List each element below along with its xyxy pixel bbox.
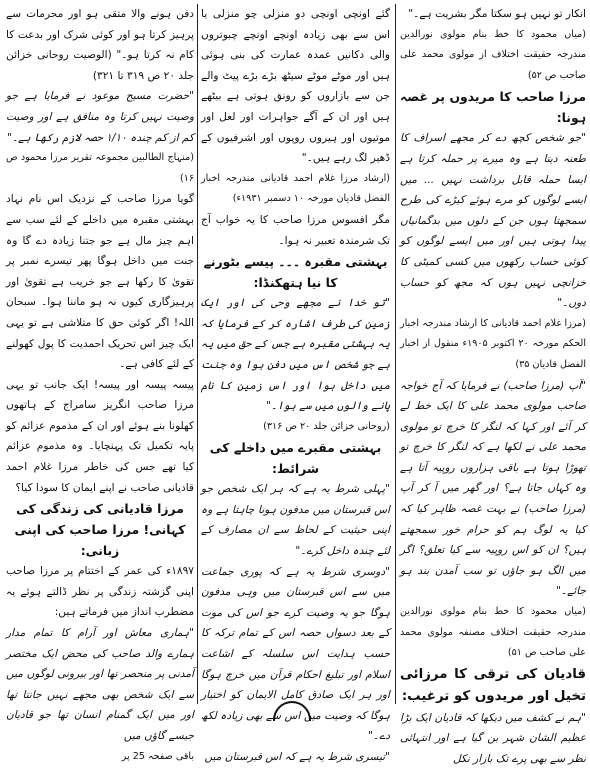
citation: (مرزا غلام احمد قادیانی کا ارشاد مندرجہ اخبار الحکم مورخہ ۲۰ اکتوبر ۱۹۰۵ء منقول از اخبار الفضل قادیان ۳۵) [400, 317, 586, 370]
citation: (ارشاد مرزا غلام احمد قادیانی مندرجہ اخبار الفضل قادیان مورخہ ۱۰ دسمبر ۱۹۳۱ء) [201, 172, 390, 205]
section-heading: مرزا صاحب کا مریدوں پر غصہ ہونا: [400, 89, 586, 126]
paragraph: گویا مرزا صاحب کے نزدیک اس نام نہاد بہشتی مقبرہ میں داخلے کے لئے سب سے اہم چیز مال ہے جو جتنا زیادہ دے گا وہ جنت میں داخل ہوگا پھر تیسرے نمبر پر تقویٰ کا رکھا ہے جو خریب ہے تقویٰ اور پرہیزگاری کیوں نہ ہو ماننا ہوا۔ سبحان اللہ! اگر کوئی حق کا متلاشی ہے تو یہی ایک چیز اس تحریک احمدیت کا پول کھولنے کے لئے کافی ہے۔ [6, 193, 194, 371]
quote-paragraph: "دوسری شرط یہ ہے کہ پوری جماعت میں سے اس قبرستان میں وہی مدفون ہوگا جو یہ وصیت کرے جو اس کی موت کے بعد دسواں حصہ اس کے تمام ترکہ کا حسب ہدایت اس سلسلہ کے اشاعت اسلام اور تبلیغ احکام قرآن میں خرچ ہوگا اور ہر ایک صادق کامل الایمان کو اختیار ہوگا کہ وصیت میں اس سے بھی زیادہ لکھ دے۔" [201, 565, 390, 743]
citation: (منہاج الطالبین مجموعہ تقریر مرزا محمود ص ۱۶) [6, 152, 194, 184]
page-continuation-note: باقی صفحہ 25 پر [121, 750, 194, 762]
column-left [6, 4, 194, 762]
quote-paragraph: "پہلی شرط یہ ہے کہ ہر ایک شخص جو اس قبرستان میں مدفون ہونا چاہتا ہے وہ اپنی حیثیت کے لحاظ سے ان مصارف کے لئے چندہ داخل کرے۔" [201, 483, 390, 558]
column-right [400, 4, 586, 765]
paragraph: مگر افسوس مرزا صاحب کا یہ خواب آج تک شرمندہ تعبیر نہ ہوا۔ [201, 213, 390, 247]
paragraph: پیسہ پیسہ اور پیسہ! ایک جانب تو یہی مرزا صاحب انگریز سامراج کے ہاتھوں کھلونا بنے ہوئے اور ان کے مذموم عزائم کو پایہ تکمیل تک پہنچایا۔ وہ مذموم عزائم کیا تھے جس کی خاطر مرزا غلام احمد قادیانی صاحب نے اپنے ایمان کا سودا کیا؟ [6, 378, 194, 494]
quote-paragraph: "آپ (مرزا صاحب) نے فرمایا کہ آج خواجہ صاحب مولوی محمد علی کا ایک خط لے کر آئے اور کہا کہ لنگر کا خرچ تو مولوی محمد علی نے لکھا ہے کہ لنگر کا خرچ تو تھوڑا ہوتا ہے باقی ہزاروں روپیہ آتا ہے وہ کہاں جاتا ہے؟ اور گھر میں آ کر آپ (مرزا صاحب) نے بہت غصہ ظاہر کیا کہ کیا یہ لوگ ہم کو حرام خور سمجھتے ہیں؟ ان کو اس روپیہ سے کیا تعلق؟ اگر میں الگ ہو جاؤں تو سب آمدن بند ہو جائے۔" [400, 379, 586, 598]
quote-paragraph: "ہم نے کشف میں دیکھا کہ قادیان ایک بڑا عظیم الشان شہر بن گیا ہے اور انتہائی نظر سے بھی پرے تک بازار نکل [400, 711, 586, 765]
paragraph: انکار تو نہیں ہو سکتا مگر بشریت ہے۔" [408, 8, 586, 20]
paragraph: گئے اونچی اونچی دو منزلی چو منزلی یا اس سے بھی زیادہ اونچے اونچے چبوتروں والی دکانیں عمدہ عمارت کی بنی ہوئی ہیں اور موٹے موٹے سیٹھ بڑے بڑے پیٹ والے جن سے بازاروں کو رونق ہوتی ہے بیٹھے ہیں اور ان کے آگے جواہرات اور لعل اور موتیوں اور ہیروں روپوں اور اشرفیوں کے ڈھیر لگ رہے ہیں۔" [201, 8, 390, 165]
paragraph: دفن ہونے والا متقی ہو اور محرمات سے پرہیز کرتا ہو اور کوئی شرک اور بدعت کا کام نہ کرتا ہو۔" (الوصیت روحانی خزائن جلد ۲۰ ص ۳۱۹ تا ۳۲۱) [6, 8, 194, 82]
section-heading: بہشتی مقبرہ ۔۔۔ پیسے بٹورنے کا نیا ہتھکنڈا: [203, 254, 388, 291]
column-divider [395, 4, 396, 704]
citation: (میاں محمود کا خط بنام مولوی نورالدین مندرجہ حقیقت اختلاف مصنفہ مولوی محمد علی صاحب ص ۵۱) [400, 606, 586, 659]
citation: (روحانی خزائن جلد ۲۰ ص ۳۱۶) [263, 420, 390, 432]
paragraph: ۱۸۹۷ء کی عمر کے اختتام پر مرزا صاحب اپنی گزشتہ زندگی پر نظر ڈالتے ہوئے یہ مضطرب انداز میں فرماتے ہیں: [6, 565, 194, 619]
quote-paragraph: "تیسری شرط یہ ہے کہ اس قبرستان میں [204, 751, 390, 763]
quote-paragraph: "ہماری معاش اور آرام کا تمام مدار ہمارے والد صاحب کی محض ایک مختصر آمدنی پر منحصر تھا اور بیرونی لوگوں میں سے ایک شخص بھی مجھے نہیں جانتا تھا اور میں ایک گمنام انسان تھا جو قادیان جیسے گاؤں میں [6, 627, 194, 742]
citation: (میاں محمود کا خط بنام مولوی نورالدین مندرجہ حقیقت اختلاف از مولوی محمد علی صاحب ص ۵۲) [400, 28, 586, 81]
quote-paragraph: "حضرت مسیح موعود نے فرمایا ہے جو وصیت نہیں کرتا وہ منافق ہے اور وصیت کم از کم چندہ ۱/۱۰ حصہ لازم رکھا ہے۔" [6, 90, 194, 144]
quote-paragraph: "تو خدا نے مجھے وحی کی اور ایک زمین کی طرف اشارہ کر کے فرمایا کہ یہ بہشتی مقبرہ ہے جس کے حق میں یہ ہے جو شخص اس میں دفن ہوا وہ جنت میں داخل ہوا اور اس زمین کا نام پانے والوں میں سے ہوا۔" [201, 297, 390, 413]
section-heading: بہشتی مقبرے میں داخلے کی شرائط: [209, 440, 382, 477]
section-heading: قادیان کی ترقی کا مرزائی تخیل اور مریدوں کو ترغیب: [400, 666, 586, 704]
column-divider [197, 4, 198, 704]
column-middle [201, 4, 390, 763]
section-heading: مرزا قادیانی کی زندگی کی کہانی! مرزا صاحب کی اپنی زبانی: [14, 501, 186, 559]
quote-paragraph: "جو شخص کچھ دے کر مجھے اسراف کا طعنہ دیتا ہے وہ میرے پر حملہ کرتا ہے ایسا حملہ قابل برداشت نہیں ... میں ایسے لوگوں کو مرے ہوئے کیڑے کی طرح سمجھتا ہوں جن کے دلوں میں بدگمانیاں پیدا ہوتی ہیں اور میں ایسے لوگوں کو کوئی حساب رکھوں میں کسی کمیٹی کا خزانچی نہیں ہوں کہ مجھ کو حساب دوں۔" [400, 132, 586, 310]
